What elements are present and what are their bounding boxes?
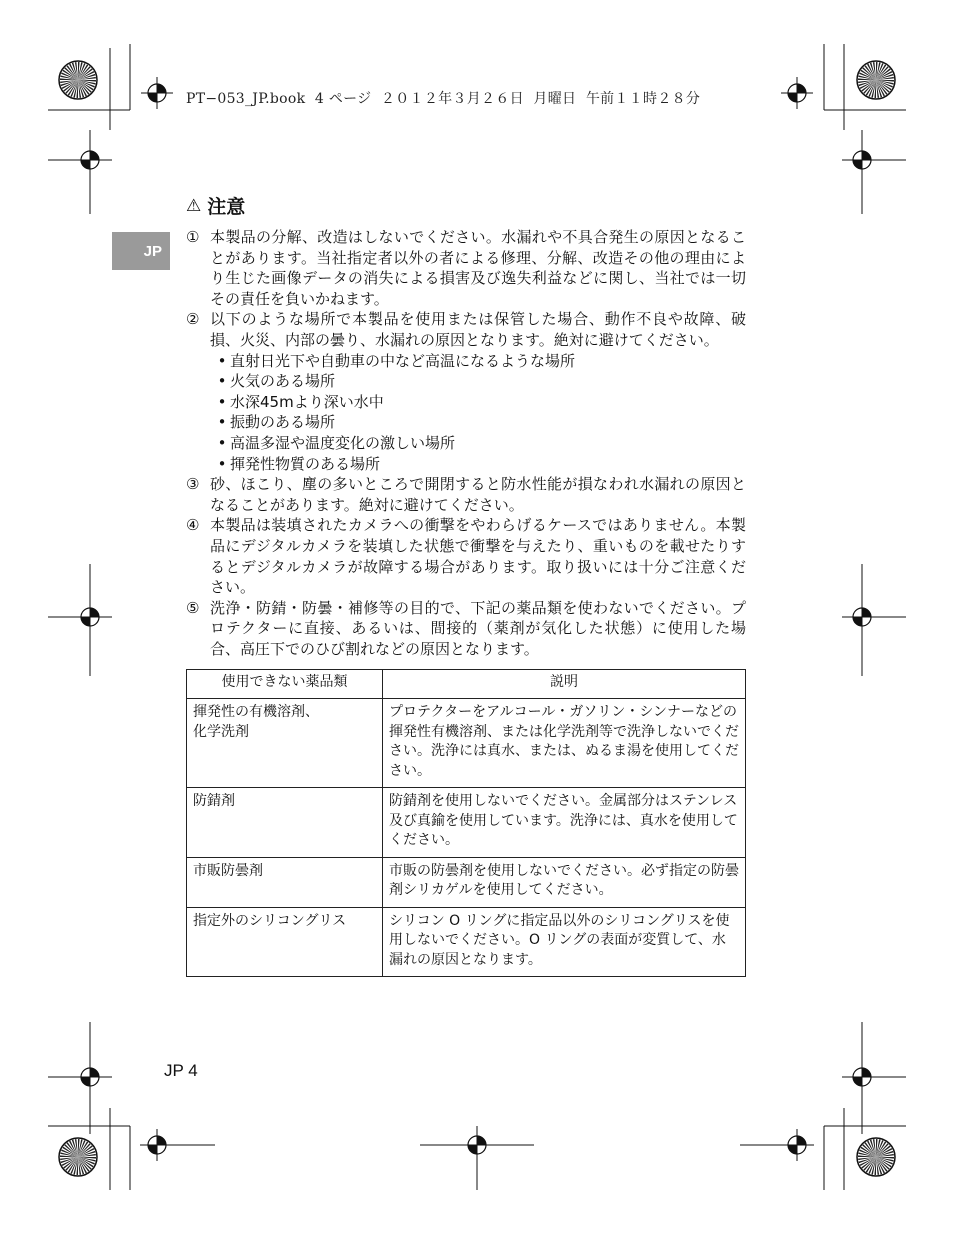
place-text: 水深45mより深い水中 xyxy=(230,392,384,411)
table-header-name: 使用できない薬品類 xyxy=(187,670,383,699)
place-text: 火気のある場所 xyxy=(230,372,336,391)
registration-quadrant xyxy=(90,151,99,160)
language-tab xyxy=(112,232,170,270)
registration-quadrant xyxy=(157,1136,166,1145)
registration-quadrant xyxy=(862,608,871,617)
registration-quadrant xyxy=(853,1077,862,1086)
item-text: 本製品は装填されたカメラへの衝撃をやわらげるケースではありません。本製品にデジタルカメラを装填した状態で衝撃を与えたり、重いものを載せたりするとデジタルカメラが故障する場合があります。取り扱いには十分ご注意ください。 xyxy=(210,516,746,597)
item-text: 砂、ほこり、塵の多いところで開閉すると防水性能が損なわれ水漏れの原因となることがあります。絶対に避けてください。 xyxy=(210,475,746,514)
table-cell-desc: 防錆剤を使用しないでください。金属部分はステンレス及び真鍮を使用しています。洗浄には、真水を使用してください。 xyxy=(383,788,746,858)
list-item xyxy=(186,227,746,309)
page-number: JP 4 xyxy=(164,1061,198,1080)
list-item xyxy=(186,598,746,660)
registration-quadrant xyxy=(148,1145,157,1154)
table-cell-name: 防錆剤 xyxy=(187,788,383,858)
language-tab-label: JP xyxy=(143,242,162,260)
registration-quadrant xyxy=(81,1077,90,1086)
table-cell-name: 市販防曇剤 xyxy=(187,857,383,907)
prohibited-chemicals-table xyxy=(186,669,746,977)
section-title xyxy=(186,192,746,219)
item-number: ② xyxy=(186,310,200,329)
bullet: • xyxy=(217,372,227,391)
table-row xyxy=(187,857,746,907)
table-cell-desc: シリコン O リングに指定品以外のシリコングリスを使用しないでください。O リングの表面が変質して、水漏れの原因となります。 xyxy=(383,907,746,977)
place-list xyxy=(210,351,746,475)
place-list-item xyxy=(210,392,746,413)
place-list-item xyxy=(210,433,746,454)
table-cell-desc: プロテクターをアルコール・ガソリン・シンナーなどの揮発性有機溶剤、または化学洗剤等で洗浄しないでください。洗浄には真水、または、ぬるま湯を使用してください。 xyxy=(383,699,746,788)
place-text: 揮発性物質のある場所 xyxy=(230,454,381,473)
registration-quadrant xyxy=(90,1068,99,1077)
item-number: ③ xyxy=(186,475,200,494)
registration-quadrant xyxy=(90,608,99,617)
registration-quadrant xyxy=(862,1068,871,1077)
place-list-item xyxy=(210,412,746,433)
item-number: ① xyxy=(186,228,200,246)
place-text: 直射日光下や自動車の中など高温になるような場所 xyxy=(230,351,576,370)
registration-quadrant xyxy=(477,1136,486,1145)
running-header: PT−053_JP.book 4 ページ ２０１２年３月２６日 月曜日 午前１１時２８分 xyxy=(186,91,701,107)
main-content xyxy=(186,192,746,977)
registration-quadrant xyxy=(157,84,166,93)
bullet: • xyxy=(217,433,227,452)
bullet: • xyxy=(217,351,227,370)
table-cell-name: 揮発性の有機溶剤、 化学洗剤 xyxy=(187,699,383,788)
table-header-row xyxy=(187,670,746,699)
registration-quadrant xyxy=(862,151,871,160)
list-item xyxy=(186,309,746,474)
place-list-item xyxy=(210,371,746,392)
registration-quadrant xyxy=(81,160,90,169)
list-item xyxy=(186,474,746,515)
registration-quadrant xyxy=(468,1145,477,1154)
table-cell-name: 指定外のシリコングリス xyxy=(187,907,383,977)
registration-quadrant xyxy=(797,84,806,93)
table-cell-desc: 市販の防曇剤を使用しないでください。必ず指定の防曇剤シリカゲルを使用してください。 xyxy=(383,857,746,907)
list-item xyxy=(186,515,746,597)
item-text: 本製品の分解、改造はしないでください。水漏れや不具合発生の原因となることがあります。当社指定者以外の者による修理、分解、改造その他の理由により生じた画像データの消失による損害及び逸失利益などに関し、当社では一切その責任を負いかねます。 xyxy=(210,228,746,308)
registration-quadrant xyxy=(788,93,797,102)
registration-quadrant xyxy=(853,160,862,169)
warning-triangle-icon: ⚠ xyxy=(186,195,202,216)
registration-quadrant xyxy=(853,617,862,626)
item-text: 以下のような場所で本製品を使用または保管した場合、動作不良や故障、破損、火災、内部の曇り、水漏れの原因となります。絶対に避けてください。 xyxy=(210,310,746,349)
item-text: 洗浄・防錆・防曇・補修等の目的で、下記の薬品類を使わないでください。プロテクターに直接、あるいは、間接的（薬剤が気化した状態）に使用した場合、高圧下でのひび割れなどの原因となります。 xyxy=(210,598,746,658)
table-row xyxy=(187,699,746,788)
bullet: • xyxy=(217,454,227,473)
item-number: ④ xyxy=(186,516,200,535)
table-row xyxy=(187,788,746,858)
place-text: 振動のある場所 xyxy=(230,413,336,432)
section-title-text: 注意 xyxy=(207,196,246,218)
registration-quadrant xyxy=(81,617,90,626)
place-list-item xyxy=(210,454,746,475)
registration-quadrant xyxy=(788,1145,797,1154)
table-header-desc: 説明 xyxy=(383,670,746,699)
bullet: • xyxy=(217,413,227,432)
place-text: 高温多湿や温度変化の激しい場所 xyxy=(230,433,456,452)
item-number: ⑤ xyxy=(186,598,200,617)
registration-quadrant xyxy=(148,93,157,102)
table-row xyxy=(187,907,746,977)
place-list-item xyxy=(210,351,746,372)
registration-quadrant xyxy=(797,1136,806,1145)
bullet: • xyxy=(217,392,227,411)
